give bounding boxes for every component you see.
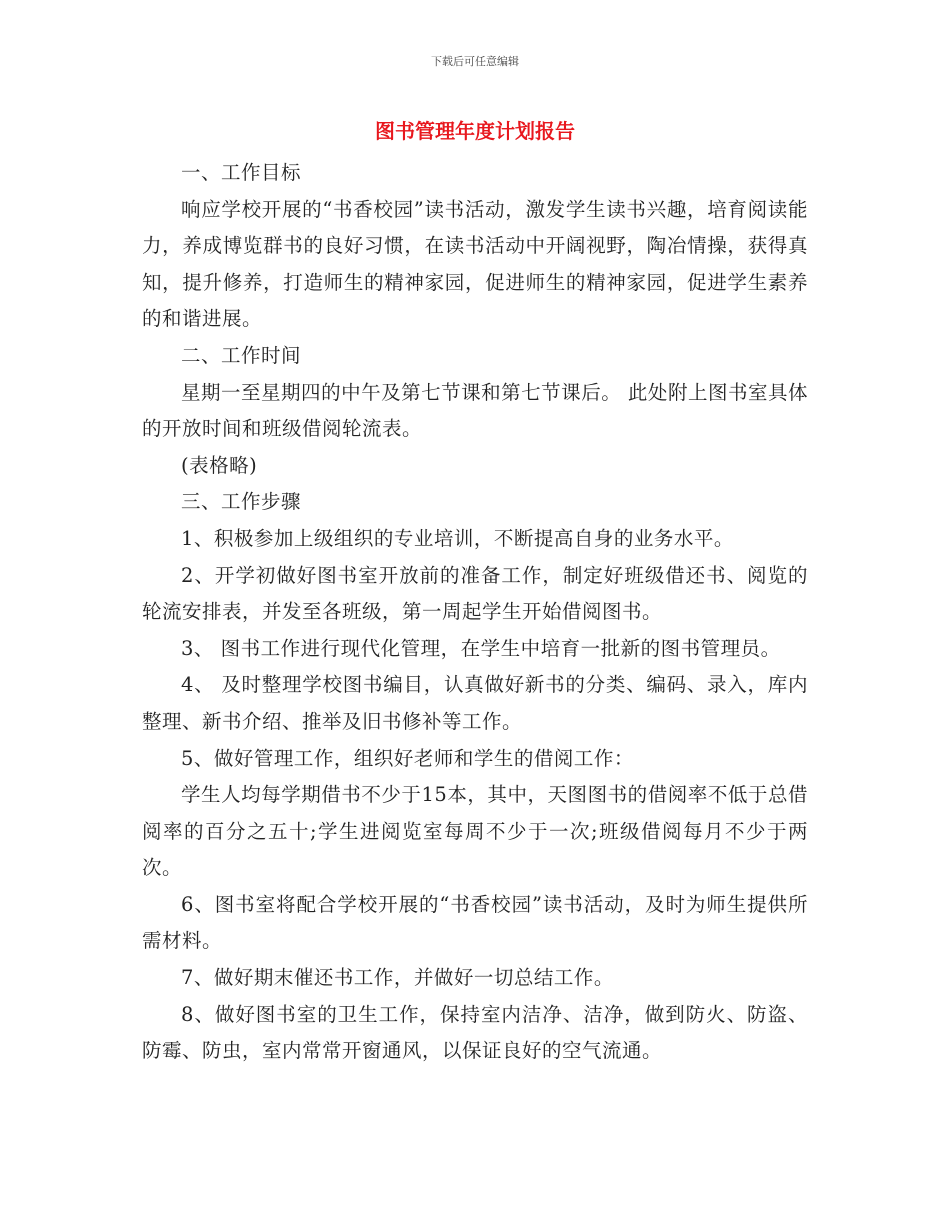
document-body: [142, 155, 808, 1070]
paragraph-goals: 响应学校开展的“书香校园”读书活动，激发学生读书兴趣，培育阅读能力，养成博览群书的良好习惯，在读书活动中开阔视野，陶冶情操，获得真知，提升修养，打造师生的精神家园，促进师生的精神家园，促进学生素养的和谐进展。: [142, 197, 808, 331]
step-item-4: 4、 及时整理学校图书编目，认真做好新书的分类、编码、录入，库内整理、新书介绍、推举及旧书修补等工作。: [142, 673, 808, 733]
step-item-5: 5、做好管理工作，组织好老师和学生的借阅工作：: [181, 746, 634, 770]
step-item-7: 7、做好期末催还书工作，并做好一切总结工作。: [181, 966, 614, 990]
document-title: 图书管理年度计划报告: [375, 119, 575, 143]
section-heading-steps: 三、工作步骤: [181, 490, 302, 514]
step-item-5-detail: 学生人均每学期借书不少于15本，其中，天图图书的借阅率不低于总借阅率的百分之五十;学生进阅览室每周不少于一次;班级借阅每月不少于两次。: [142, 783, 808, 880]
header-note: 下载后可任意编辑: [431, 55, 519, 68]
paragraph-table-omitted: (表格略): [181, 453, 258, 477]
step-item-2: 2、开学初做好图书室开放前的准备工作，制定好班级借还书、阅览的轮流安排表，并发至各班级，第一周起学生开始借阅图书。: [142, 563, 808, 624]
step-item-6: 6、图书室将配合学校开展的“书香校园”读书活动，及时为师生提供所需材料。: [142, 892, 808, 953]
section-heading-goals: 一、工作目标: [181, 161, 302, 184]
step-item-8: 8、做好图书室的卫生工作，保持室内洁净、洁净，做到防火、防盗、防霉、防虫，室内常常开窗通风，以保证良好的空气流通。: [142, 1002, 808, 1063]
step-item-1: 1、积极参加上级组织的专业培训，不断提高自身的业务水平。: [181, 526, 734, 550]
step-item-3: 3、 图书工作进行现代化管理，在学生中培育一批新的图书管理员。: [181, 636, 781, 660]
paragraph-time: 星期一至星期四的中午及第七节课和第七节课后。 此处附上图书室具体的开放时间和班级借阅轮流表。: [142, 380, 808, 441]
section-heading-time: 二、工作时间: [181, 343, 302, 367]
